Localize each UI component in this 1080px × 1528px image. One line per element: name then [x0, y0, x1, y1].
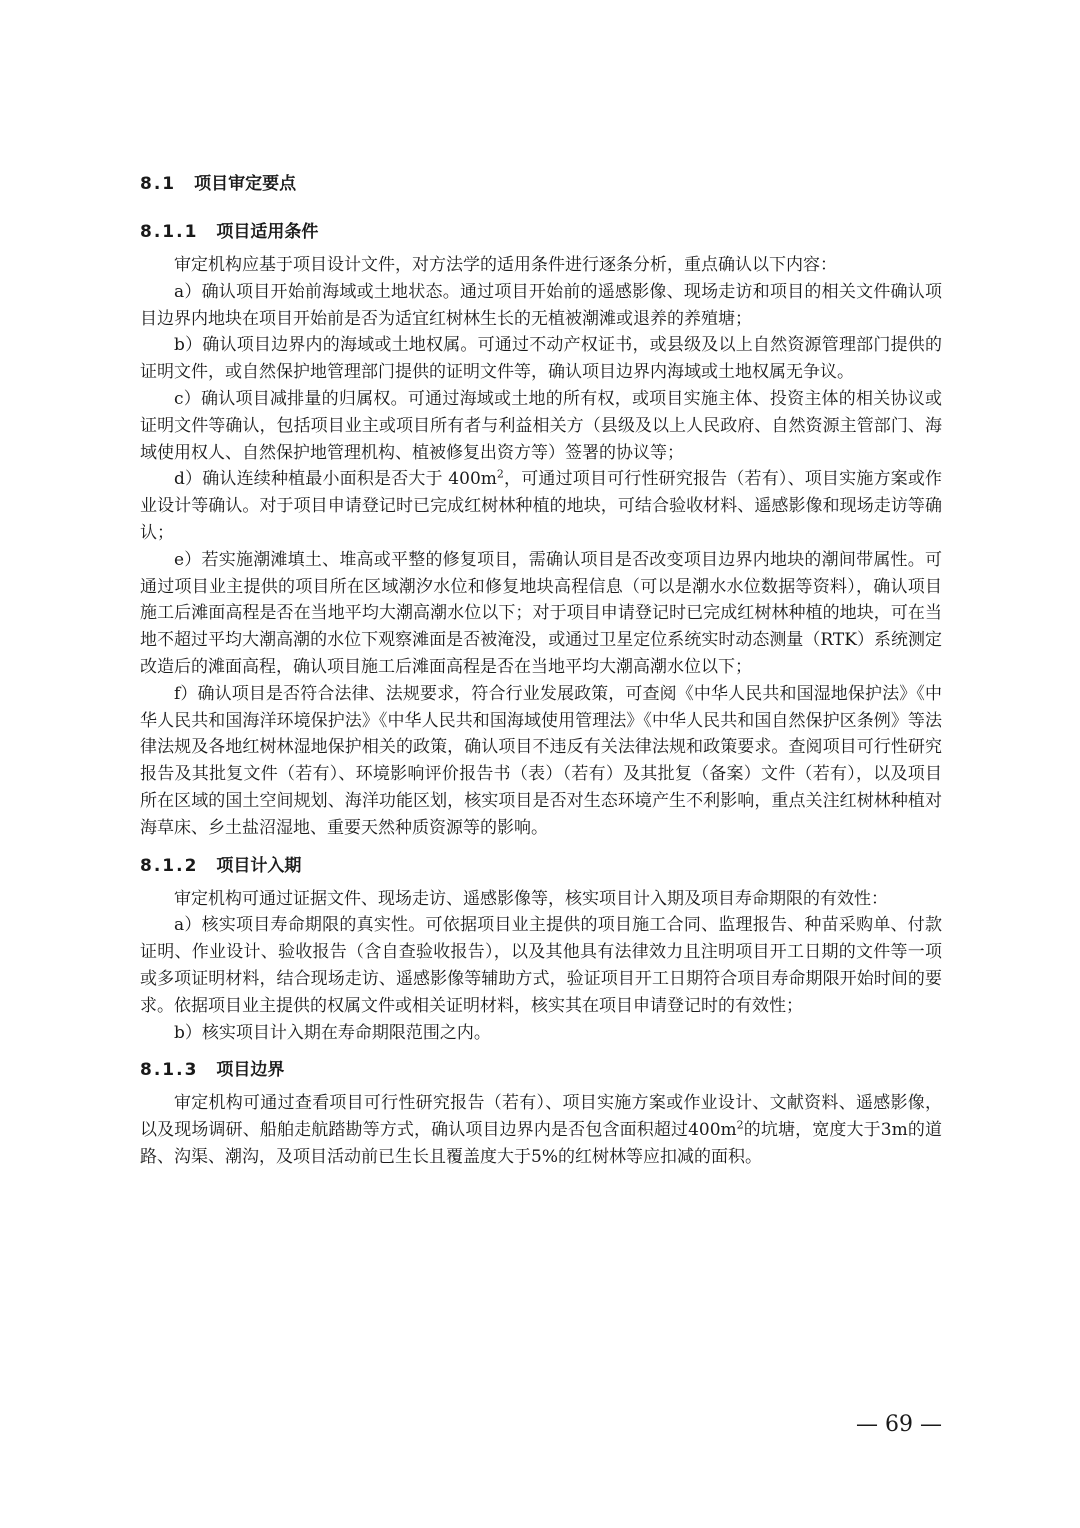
paragraph-item-a: a）确认项目开始前海域或土地状态。通过项目开始前的遥感影像、现场走访和项目的相关文件确认项目边界内地块在项目开始前是否为适宜红树林生长的无植被潮滩或退养的养殖塘；	[140, 281, 942, 329]
subsection-heading-boundary	[140, 1056, 942, 1084]
superscript: 2	[496, 467, 504, 481]
page-content	[140, 170, 942, 1171]
subsection-title: 项目适用条件	[216, 222, 319, 242]
section-title: 项目审定要点	[194, 174, 297, 194]
paragraph-item-b: b）确认项目边界内的海域或土地权属。可通过不动产权证书，或县级及以上自然资源管理部门提供的证明文件，或自然保护地管理部门提供的证明文件等，确认项目边界内海域或土地权属无争议。	[140, 335, 942, 383]
paragraph-item-a: a）核实项目寿命期限的真实性。可依据项目业主提供的项目施工合同、监理报告、种苗采购单、付款证明、作业设计、验收报告（含自查验收报告），以及其他具有法律效力且注明项目开工日期的文件等一项或多项证明材料，结合现场走访、遥感影像等辅助方式，验证项目开工日期符合项目寿命期限开始时间的要求。依据项目业主提供的权属文件或相关证明材料，核实其在项目申请登记时的有效性；	[140, 915, 942, 1016]
subsection-heading-crediting-period	[140, 852, 942, 880]
paragraph-item-b: b）核实项目计入期在寿命期限范围之内。	[174, 1022, 491, 1043]
superscript: 2	[736, 1118, 744, 1132]
paragraph-boundary	[140, 1090, 942, 1170]
paragraph-intro: 审定机构应基于项目设计文件，对方法学的适用条件进行逐条分析，重点确认以下内容：	[174, 255, 837, 275]
subsection-number: 8.1.2	[140, 855, 199, 876]
boundary-text: 审定机构可通过查看项目可行性研究报告（若有）、项目实施方案或作业设计、文献资料、遥感影像，以及现场调研、船舶走航踏勘等方式，确认项目边界内是否包含面积超过400m	[140, 1093, 942, 1141]
paragraph-item-d	[140, 466, 942, 546]
section-number: 8.1	[140, 174, 177, 194]
paragraph-item-f: f）确认项目是否符合法律、法规要求，符合行业发展政策，可查阅《中华人民共和国湿地保护法》《中华人民共和国海洋环境保护法》《中华人民共和国海域使用管理法》《中华人民共和国自然保护区条例》等法律法规及各地红树林湿地保护相关的政策，确认项目不违反有关法律法规和政策要求。查阅项目可行性研究报告及其批复文件（若有）、环境影响评价报告书（表）（若有）及其批复（备案）文件（若有），以及项目所在区域的国土空间规划、海洋功能区划，核实项目是否对生态环境产生不利影响，重点关注红树林种植对海草床、乡土盐沼湿地、重要天然种质资源等的影响。	[140, 683, 942, 838]
item-d-text: d）确认连续种植最小面积是否大于 400m	[174, 469, 497, 490]
paragraph-item-c: c）确认项目减排量的归属权。可通过海域或土地的所有权，或项目实施主体、投资主体的相关协议或证明文件等确认，包括项目业主或项目所有者与利益相关方（县级及以上人民政府、自然资源主管部门、海域使用权人、自然保护地管理机构、植被修复出资方等）签署的协议等；	[140, 388, 942, 463]
paragraph-intro: 审定机构可通过证据文件、现场走访、遥感影像等，核实项目计入期及项目寿命期限的有效性：	[174, 888, 888, 909]
section-heading	[140, 170, 942, 198]
subsection-number: 8.1.1	[140, 222, 199, 242]
subsection-title: 项目计入期	[216, 855, 302, 876]
paragraph-item-e: e）若实施潮滩填土、堆高或平整的修复项目，需确认项目是否改变项目边界内地块的潮间带属性。可通过项目业主提供的项目所在区域潮汐水位和修复地块高程信息（可以是潮水水位数据等资料），确认项目施工后滩面高程是否在当地平均大潮高潮水位以下；对于项目申请登记时已完成红树林种植的地块，可在当地不超过平均大潮高潮的水位下观察滩面是否被淹没，或通过卫星定位系统实时动态测量（RTK）系统测定改造后的滩面高程，确认项目施工后滩面高程是否在当地平均大潮高潮水位以下；	[140, 549, 942, 677]
subsection-title: 项目边界	[216, 1060, 285, 1081]
subsection-number: 8.1.3	[140, 1060, 199, 1081]
subsection-heading-applicability	[140, 218, 942, 246]
page-number: — 69 —	[856, 1412, 942, 1437]
boundary-text-cont: 的坑塘，宽度大于3m的道路、沟渠、潮沟，及项目活动前已生长且覆盖度大于5%的红树林等应扣减的面积。	[140, 1120, 942, 1167]
item-d-text-cont: ，可通过项目可行性研究报告（若有）、项目实施方案或作业设计等确认。对于项目申请登记时已完成红树林种植的地块，可结合验收材料、遥感影像和现场走访等确认；	[140, 469, 942, 543]
